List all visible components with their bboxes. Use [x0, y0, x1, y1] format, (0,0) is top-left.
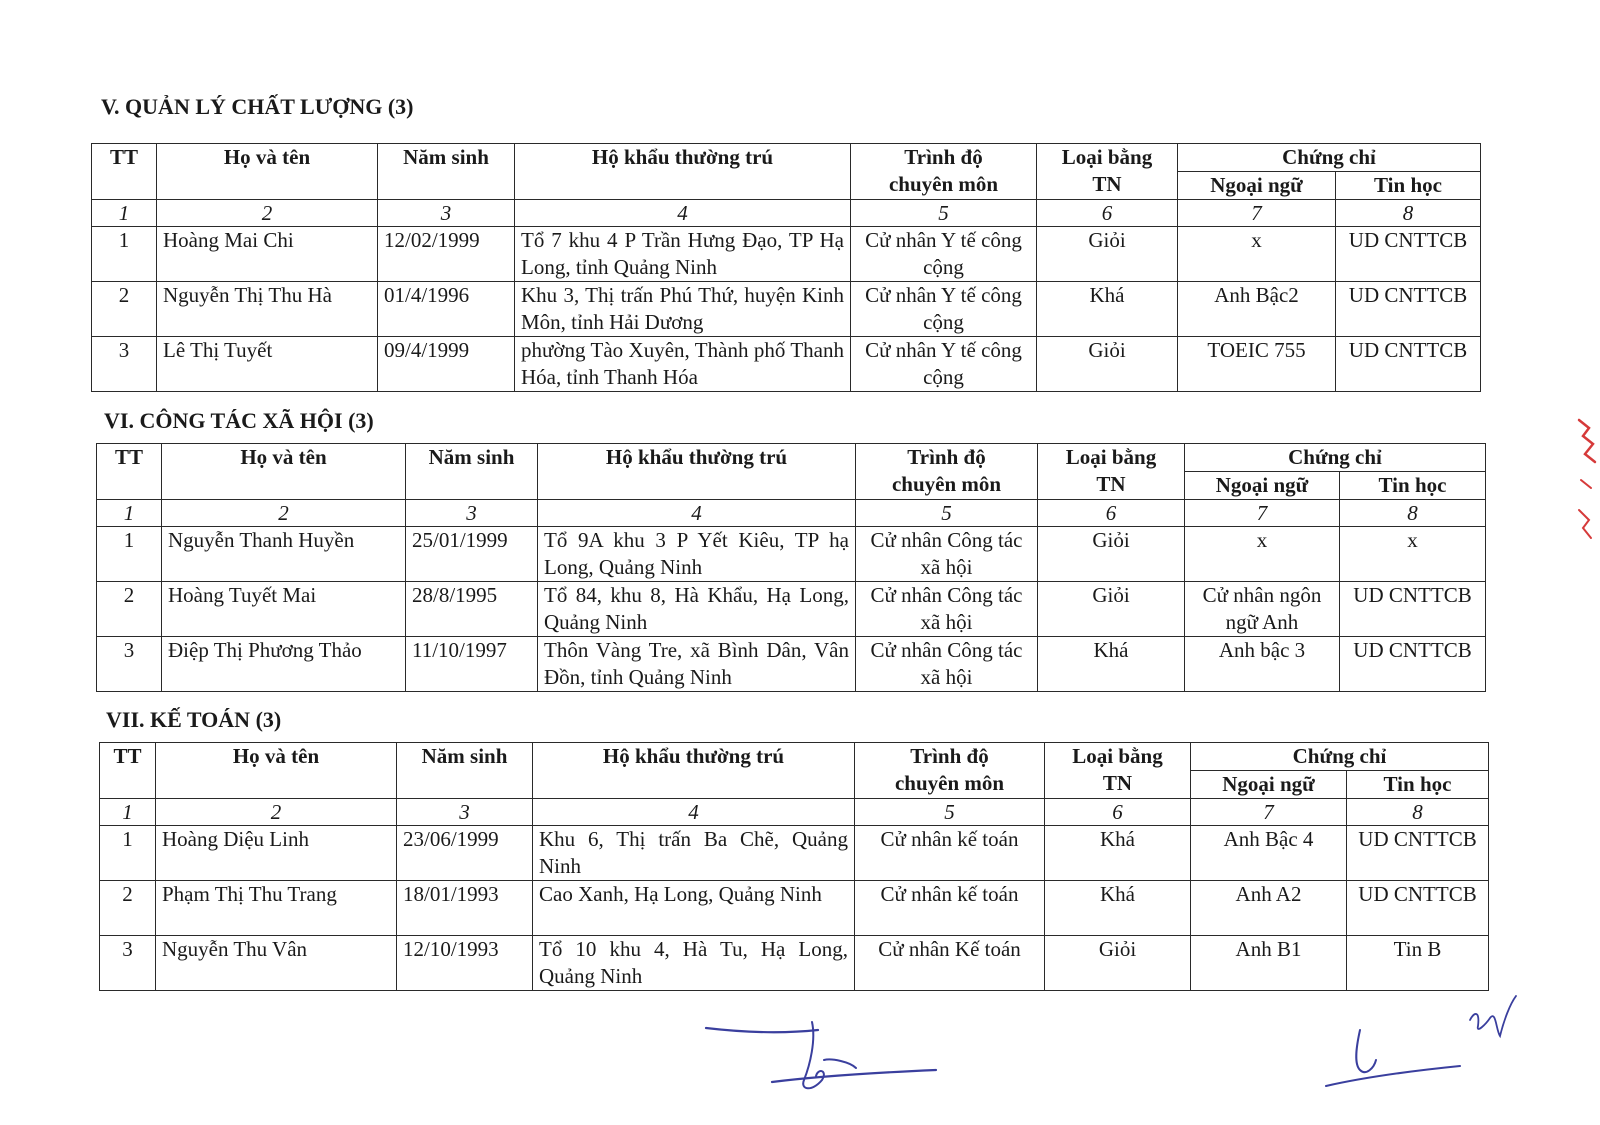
column-number: 4	[533, 799, 855, 826]
cell-name: Phạm Thị Thu Trang	[156, 881, 397, 936]
column-number: 7	[1191, 799, 1347, 826]
column-number: 8	[1347, 799, 1489, 826]
table-row	[92, 337, 1481, 392]
column-number: 2	[162, 500, 406, 527]
cell-qualification: Cử nhân Y tế công cộng	[851, 337, 1037, 392]
cell-name: Nguyễn Thu Vân	[156, 936, 397, 991]
cell-it: UD CNTTCB	[1340, 582, 1486, 637]
cell-name: Nguyễn Thanh Huyền	[162, 527, 406, 582]
col-header-name: Họ và tên	[157, 144, 378, 200]
cell-it: UD CNTTCB	[1347, 826, 1489, 881]
cell-grade: Khá	[1045, 881, 1191, 936]
col-header-name: Họ và tên	[162, 444, 406, 500]
column-number: 1	[92, 200, 157, 227]
column-number: 6	[1037, 200, 1178, 227]
col-header-birth: Năm sinh	[378, 144, 515, 200]
cell-language: x	[1185, 527, 1340, 582]
column-number-row	[100, 799, 1489, 826]
column-number: 7	[1178, 200, 1336, 227]
col-header-qualification: Trình độ chuyên môn	[856, 444, 1038, 500]
column-number: 5	[856, 500, 1038, 527]
cell-address: Khu 3, Thị trấn Phú Thứ, huyện Kinh Môn, tỉnh Hải Dương	[515, 282, 851, 337]
cell-birth: 12/02/1999	[378, 227, 515, 282]
cell-birth: 18/01/1993	[397, 881, 533, 936]
column-number: 6	[1038, 500, 1185, 527]
cell-qualification: Cử nhân kế toán	[855, 881, 1045, 936]
column-number: 2	[157, 200, 378, 227]
cell-qualification: Cử nhân Công tác xã hội	[856, 582, 1038, 637]
col-header-name: Họ và tên	[156, 743, 397, 799]
stamp-fragment	[1575, 410, 1600, 550]
cell-birth: 28/8/1995	[406, 582, 538, 637]
column-number: 4	[515, 200, 851, 227]
cell-grade: Giỏi	[1038, 527, 1185, 582]
cell-name: Nguyễn Thị Thu Hà	[157, 282, 378, 337]
cell-tt: 3	[100, 936, 156, 991]
cell-it: Tin B	[1347, 936, 1489, 991]
column-number-row	[97, 500, 1486, 527]
cell-birth: 25/01/1999	[406, 527, 538, 582]
column-number: 5	[851, 200, 1037, 227]
section-table-v	[91, 143, 1481, 392]
cell-tt: 3	[92, 337, 157, 392]
cell-name: Hoàng Tuyết Mai	[162, 582, 406, 637]
cell-language: Anh Bậc2	[1178, 282, 1336, 337]
col-header-language: Ngoại ngữ	[1191, 771, 1347, 799]
cell-grade: Khá	[1037, 282, 1178, 337]
table-row	[100, 936, 1489, 991]
col-header-address: Hộ khẩu thường trú	[533, 743, 855, 799]
table-row	[97, 527, 1486, 582]
cell-grade: Khá	[1038, 637, 1185, 692]
col-header-certificate: Chứng chỉ	[1191, 743, 1489, 771]
col-header-qualification: Trình độ chuyên môn	[855, 743, 1045, 799]
cell-birth: 11/10/1997	[406, 637, 538, 692]
col-header-qualification: Trình độ chuyên môn	[851, 144, 1037, 200]
cell-tt: 1	[100, 826, 156, 881]
col-header-grade: Loại bằng TN	[1037, 144, 1178, 200]
cell-qualification: Cử nhân Công tác xã hội	[856, 527, 1038, 582]
table-row	[92, 227, 1481, 282]
cell-tt: 2	[92, 282, 157, 337]
cell-language: Cử nhân ngôn ngữ Anh	[1185, 582, 1340, 637]
table-row	[100, 826, 1489, 881]
cell-language: TOEIC 755	[1178, 337, 1336, 392]
column-number-row	[92, 200, 1481, 227]
column-number: 2	[156, 799, 397, 826]
table-row	[92, 282, 1481, 337]
cell-qualification: Cử nhân Y tế công cộng	[851, 227, 1037, 282]
cell-name: Điệp Thị Phương Thảo	[162, 637, 406, 692]
col-header-it: Tin học	[1340, 472, 1486, 500]
section-table-vi	[96, 443, 1486, 692]
cell-birth: 23/06/1999	[397, 826, 533, 881]
col-header-birth: Năm sinh	[406, 444, 538, 500]
col-header-tt: TT	[92, 144, 157, 200]
col-header-grade: Loại bằng TN	[1045, 743, 1191, 799]
cell-grade: Giỏi	[1037, 227, 1178, 282]
section-title-vi: VI. CÔNG TÁC XÃ HỘI (3)	[104, 408, 374, 433]
cell-tt: 2	[97, 582, 162, 637]
col-header-tt: TT	[100, 743, 156, 799]
column-number: 1	[97, 500, 162, 527]
cell-address: Tổ 10 khu 4, Hà Tu, Hạ Long, Quảng Ninh	[533, 936, 855, 991]
column-number: 8	[1336, 200, 1481, 227]
cell-qualification: Cử nhân Kế toán	[855, 936, 1045, 991]
column-number: 7	[1185, 500, 1340, 527]
col-header-grade: Loại bằng TN	[1038, 444, 1185, 500]
cell-address: Tổ 7 khu 4 P Trần Hưng Đạo, TP Hạ Long, tỉnh Quảng Ninh	[515, 227, 851, 282]
column-number: 3	[397, 799, 533, 826]
cell-language: Anh Bậc 4	[1191, 826, 1347, 881]
cell-address: Tổ 84, khu 8, Hà Khẩu, Hạ Long, Quảng Ninh	[538, 582, 856, 637]
cell-qualification: Cử nhân Y tế công cộng	[851, 282, 1037, 337]
section-title-v: V. QUẢN LÝ CHẤT LƯỢNG (3)	[101, 94, 414, 119]
signature-left	[700, 1010, 960, 1110]
cell-it: UD CNTTCB	[1340, 637, 1486, 692]
cell-language: Anh B1	[1191, 936, 1347, 991]
cell-qualification: Cử nhân Công tác xã hội	[856, 637, 1038, 692]
col-header-tt: TT	[97, 444, 162, 500]
cell-it: UD CNTTCB	[1336, 337, 1481, 392]
col-header-address: Hộ khẩu thường trú	[515, 144, 851, 200]
cell-grade: Giỏi	[1038, 582, 1185, 637]
signature-right	[1320, 990, 1550, 1100]
column-number: 8	[1340, 500, 1486, 527]
cell-it: UD CNTTCB	[1336, 282, 1481, 337]
cell-grade: Giỏi	[1037, 337, 1178, 392]
cell-it: UD CNTTCB	[1347, 881, 1489, 936]
column-number: 4	[538, 500, 856, 527]
cell-tt: 1	[92, 227, 157, 282]
cell-tt: 2	[100, 881, 156, 936]
col-header-language: Ngoại ngữ	[1178, 172, 1336, 200]
section-table-vii	[99, 742, 1489, 991]
col-header-birth: Năm sinh	[397, 743, 533, 799]
cell-language: Anh A2	[1191, 881, 1347, 936]
cell-it: x	[1340, 527, 1486, 582]
cell-language: x	[1178, 227, 1336, 282]
col-header-it: Tin học	[1336, 172, 1481, 200]
table-row	[97, 582, 1486, 637]
cell-tt: 3	[97, 637, 162, 692]
cell-address: Thôn Vàng Tre, xã Bình Dân, Vân Đồn, tỉnh Quảng Ninh	[538, 637, 856, 692]
cell-address: phường Tào Xuyên, Thành phố Thanh Hóa, tỉnh Thanh Hóa	[515, 337, 851, 392]
cell-birth: 01/4/1996	[378, 282, 515, 337]
column-number: 1	[100, 799, 156, 826]
column-number: 6	[1045, 799, 1191, 826]
cell-address: Khu 6, Thị trấn Ba Chẽ, Quảng Ninh	[533, 826, 855, 881]
col-header-certificate: Chứng chỉ	[1185, 444, 1486, 472]
cell-address: Tổ 9A khu 3 P Yết Kiêu, TP hạ Long, Quảng Ninh	[538, 527, 856, 582]
cell-grade: Giỏi	[1045, 936, 1191, 991]
col-header-language: Ngoại ngữ	[1185, 472, 1340, 500]
cell-address: Cao Xanh, Hạ Long, Quảng Ninh	[533, 881, 855, 936]
cell-qualification: Cử nhân kế toán	[855, 826, 1045, 881]
section-title-vii: VII. KẾ TOÁN (3)	[106, 707, 282, 732]
cell-name: Lê Thị Tuyết	[157, 337, 378, 392]
cell-tt: 1	[97, 527, 162, 582]
cell-name: Hoàng Diệu Linh	[156, 826, 397, 881]
cell-grade: Khá	[1045, 826, 1191, 881]
col-header-address: Hộ khẩu thường trú	[538, 444, 856, 500]
column-number: 3	[406, 500, 538, 527]
cell-birth: 09/4/1999	[378, 337, 515, 392]
cell-it: UD CNTTCB	[1336, 227, 1481, 282]
col-header-certificate: Chứng chỉ	[1178, 144, 1481, 172]
cell-birth: 12/10/1993	[397, 936, 533, 991]
col-header-it: Tin học	[1347, 771, 1489, 799]
cell-name: Hoàng Mai Chi	[157, 227, 378, 282]
table-row	[100, 881, 1489, 936]
column-number: 3	[378, 200, 515, 227]
table-row	[97, 637, 1486, 692]
column-number: 5	[855, 799, 1045, 826]
cell-language: Anh bậc 3	[1185, 637, 1340, 692]
